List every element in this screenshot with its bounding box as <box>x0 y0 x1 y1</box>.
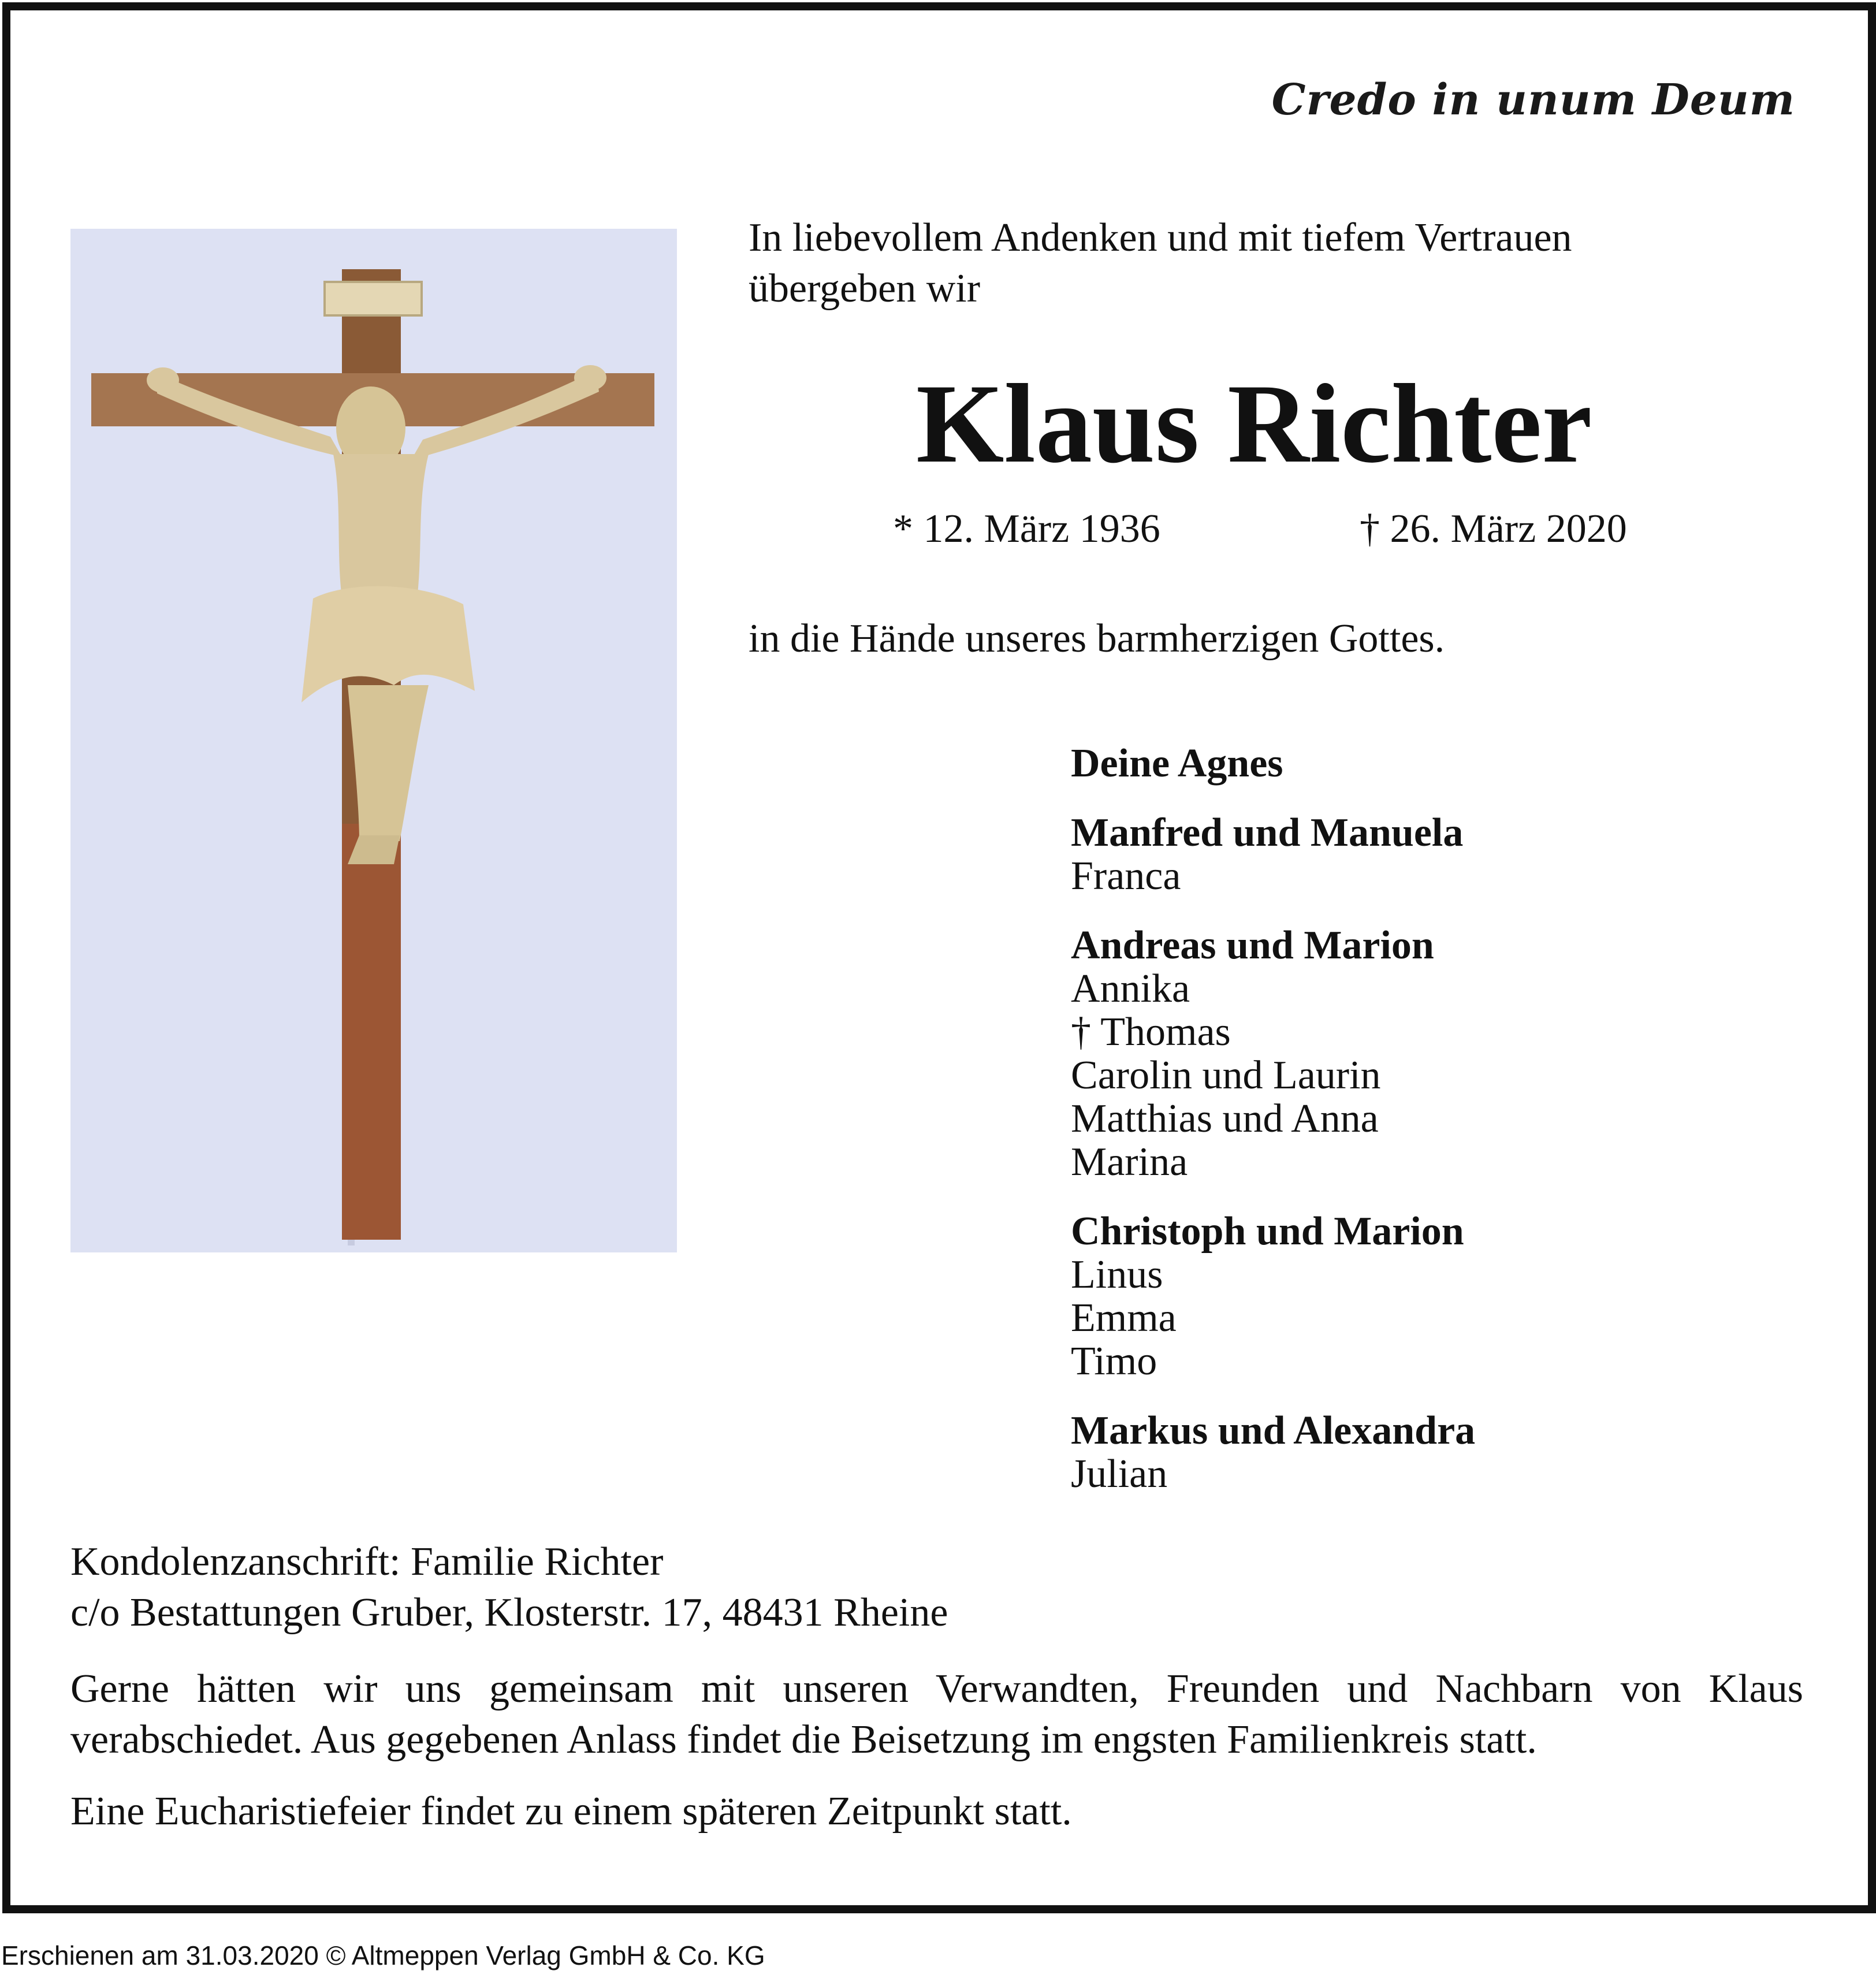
mourners-list <box>1071 742 1475 1522</box>
mourner-group-head: Manfred und Manuela <box>1071 810 1464 855</box>
motto: Credo in unum Deum <box>1271 75 1795 125</box>
mourner-member: Matthias und Anna <box>1071 1096 1379 1141</box>
eucharist-notice: Eine Eucharistiefeier findet zu einem späteren Zeitpunkt statt. <box>70 1789 1072 1834</box>
mourner-group-head: Andreas und Marion <box>1071 923 1434 968</box>
deceased-name: Klaus Richter <box>916 361 1592 486</box>
mourner-group-head: Deine Agnes <box>1071 741 1283 786</box>
birth-date: * 12. März 1936 <box>893 507 1160 551</box>
death-date: † 26. März 2020 <box>1360 507 1627 551</box>
condolence-line-1: Kondolenzanschrift: Familie Richter <box>70 1540 664 1584</box>
mourner-member: Emma <box>1071 1296 1177 1340</box>
mourner-group <box>1071 924 1475 1184</box>
intro-text <box>749 213 1572 314</box>
mourner-group <box>1071 742 1475 785</box>
intro-line-2: übergeben wir <box>749 266 981 311</box>
mourner-group <box>1071 1210 1475 1383</box>
mourner-group-head: Markus und Alexandra <box>1071 1408 1476 1453</box>
mourner-member: † Thomas <box>1071 1010 1231 1054</box>
closing-line: in die Hände unseres barmherzigen Gottes. <box>749 616 1445 661</box>
condolence-line-2: c/o Bestattungen Gruber, Klosterstr. 17, 48431 Rheine <box>70 1590 948 1635</box>
mourner-member: Linus <box>1071 1252 1163 1297</box>
mourner-group <box>1071 1409 1475 1496</box>
mourner-group-head: Christoph und Marion <box>1071 1209 1464 1254</box>
mourner-member: Carolin und Laurin <box>1071 1053 1381 1098</box>
mourner-member: Timo <box>1071 1339 1157 1384</box>
funeral-notice: Gerne hätten wir uns gemeinsam mit unseren Verwandten, Freunden und Nachbarn von Klaus verabschiedet. Aus gegebenen Anlass findet die Beisetzung im engsten Familienkreis statt. <box>70 1667 1803 1762</box>
crucifix-icon <box>70 229 677 1252</box>
mourner-member: Franca <box>1071 854 1181 898</box>
mourner-member: Julian <box>1071 1452 1168 1496</box>
intro-line-1: In liebevollem Andenken und mit tiefem Vertrauen <box>749 215 1572 260</box>
mourner-member: Annika <box>1071 966 1190 1011</box>
mourner-group <box>1071 811 1475 898</box>
mourner-member: Marina <box>1071 1140 1188 1184</box>
crucifix-photo <box>70 229 677 1252</box>
publication-footer: Erschienen am 31.03.2020 © Altmeppen Verlag GmbH & Co. KG <box>1 1940 765 1970</box>
condolence-address <box>70 1537 948 1638</box>
